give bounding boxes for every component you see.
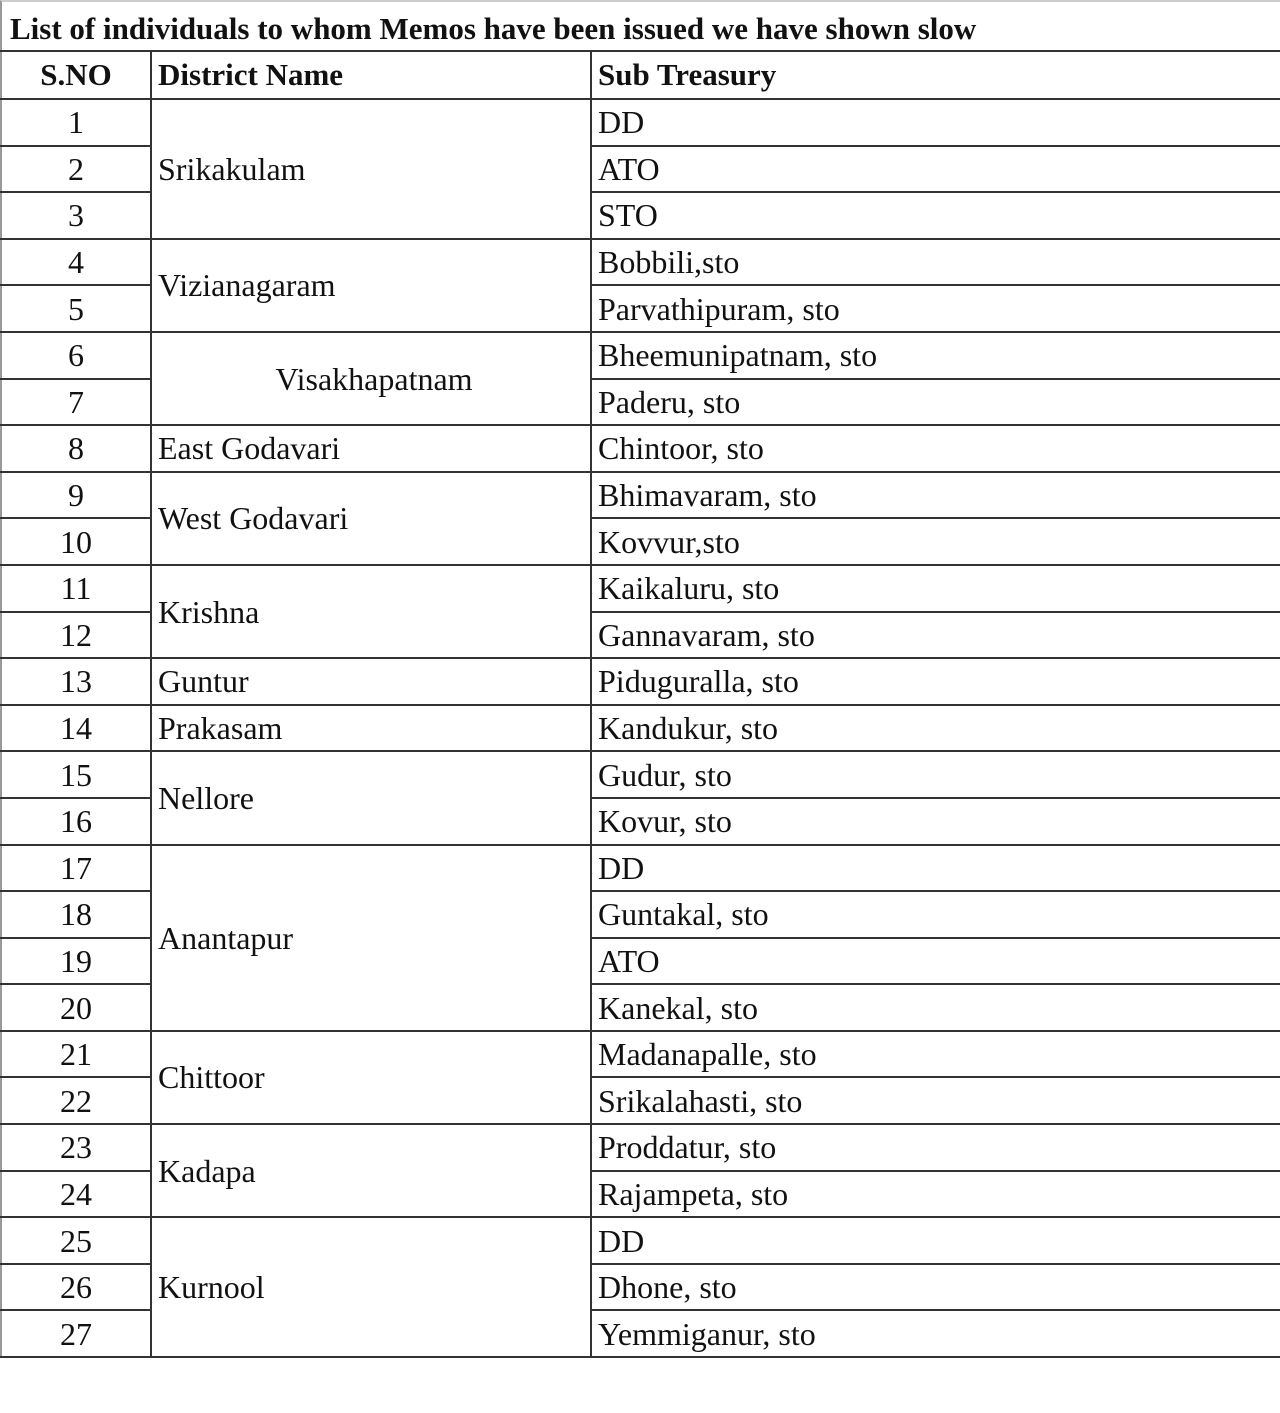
memo-table	[0, 50, 1280, 1358]
district-cell: Krishna	[151, 565, 591, 658]
table-row	[1, 845, 1280, 892]
sub-treasury-cell: DD	[591, 845, 1280, 892]
district-cell: Srikakulam	[151, 99, 591, 239]
sno-cell: 9	[1, 472, 151, 519]
sub-treasury-cell: Kandukur, sto	[591, 705, 1280, 752]
district-cell: Kadapa	[151, 1124, 591, 1217]
sno-cell: 1	[1, 99, 151, 146]
sno-cell: 6	[1, 332, 151, 379]
document-title: List of individuals to whom Memos have been issued we have shown slow	[0, 0, 1280, 50]
sub-treasury-cell: Bobbili,sto	[591, 239, 1280, 286]
header-sno: S.NO	[1, 51, 151, 99]
sub-treasury-cell: Kovur, sto	[591, 798, 1280, 845]
sno-cell: 10	[1, 518, 151, 565]
sub-treasury-cell: Kaikaluru, sto	[591, 565, 1280, 612]
sno-cell: 2	[1, 146, 151, 193]
table-row	[1, 1217, 1280, 1264]
sub-treasury-cell: DD	[591, 1217, 1280, 1264]
header-district: District Name	[151, 51, 591, 99]
sno-cell: 13	[1, 658, 151, 705]
district-cell: Prakasam	[151, 705, 591, 752]
sno-cell: 26	[1, 1264, 151, 1311]
table-row	[1, 332, 1280, 379]
sno-cell: 11	[1, 565, 151, 612]
sub-treasury-cell: Piduguralla, sto	[591, 658, 1280, 705]
district-cell: Anantapur	[151, 845, 591, 1031]
district-cell: Nellore	[151, 751, 591, 844]
sno-cell: 7	[1, 379, 151, 426]
sub-treasury-cell: Gannavaram, sto	[591, 612, 1280, 659]
district-cell: East Godavari	[151, 425, 591, 472]
sub-treasury-cell: STO	[591, 192, 1280, 239]
sno-cell: 5	[1, 285, 151, 332]
sno-cell: 12	[1, 612, 151, 659]
sno-cell: 16	[1, 798, 151, 845]
table-row	[1, 1124, 1280, 1171]
table-row	[1, 1031, 1280, 1078]
district-cell: West Godavari	[151, 472, 591, 565]
sub-treasury-cell: Gudur, sto	[591, 751, 1280, 798]
sub-treasury-cell: Kovvur,sto	[591, 518, 1280, 565]
table-row	[1, 239, 1280, 286]
header-sub-treasury: Sub Treasury	[591, 51, 1280, 99]
district-cell: Guntur	[151, 658, 591, 705]
district-cell: Visakhapatnam	[151, 332, 591, 425]
sub-treasury-cell: Yemmiganur, sto	[591, 1310, 1280, 1357]
table-row	[1, 705, 1280, 752]
sub-treasury-cell: Srikalahasti, sto	[591, 1077, 1280, 1124]
table-row	[1, 99, 1280, 146]
sub-treasury-cell: Guntakal, sto	[591, 891, 1280, 938]
sub-treasury-cell: Dhone, sto	[591, 1264, 1280, 1311]
sno-cell: 23	[1, 1124, 151, 1171]
sub-treasury-cell: ATO	[591, 938, 1280, 985]
header-row	[1, 51, 1280, 99]
sub-treasury-cell: Bheemunipatnam, sto	[591, 332, 1280, 379]
district-cell: Chittoor	[151, 1031, 591, 1124]
sub-treasury-cell: Bhimavaram, sto	[591, 472, 1280, 519]
sno-cell: 3	[1, 192, 151, 239]
sno-cell: 19	[1, 938, 151, 985]
sub-treasury-cell: Paderu, sto	[591, 379, 1280, 426]
table-row	[1, 472, 1280, 519]
table-row	[1, 425, 1280, 472]
sub-treasury-cell: DD	[591, 99, 1280, 146]
sno-cell: 21	[1, 1031, 151, 1078]
district-cell: Vizianagaram	[151, 239, 591, 332]
table-row	[1, 565, 1280, 612]
sno-cell: 15	[1, 751, 151, 798]
sub-treasury-cell: Rajampeta, sto	[591, 1171, 1280, 1218]
sub-treasury-cell: Madanapalle, sto	[591, 1031, 1280, 1078]
sno-cell: 17	[1, 845, 151, 892]
sub-treasury-cell: Proddatur, sto	[591, 1124, 1280, 1171]
sno-cell: 8	[1, 425, 151, 472]
sno-cell: 22	[1, 1077, 151, 1124]
sub-treasury-cell: Chintoor, sto	[591, 425, 1280, 472]
table-body	[1, 99, 1280, 1357]
sno-cell: 20	[1, 984, 151, 1031]
district-cell: Kurnool	[151, 1217, 591, 1357]
sno-cell: 14	[1, 705, 151, 752]
sub-treasury-cell: Parvathipuram, sto	[591, 285, 1280, 332]
sno-cell: 24	[1, 1171, 151, 1218]
sno-cell: 4	[1, 239, 151, 286]
table-row	[1, 658, 1280, 705]
sub-treasury-cell: Kanekal, sto	[591, 984, 1280, 1031]
sno-cell: 18	[1, 891, 151, 938]
sub-treasury-cell: ATO	[591, 146, 1280, 193]
sno-cell: 25	[1, 1217, 151, 1264]
sno-cell: 27	[1, 1310, 151, 1357]
table-row	[1, 751, 1280, 798]
